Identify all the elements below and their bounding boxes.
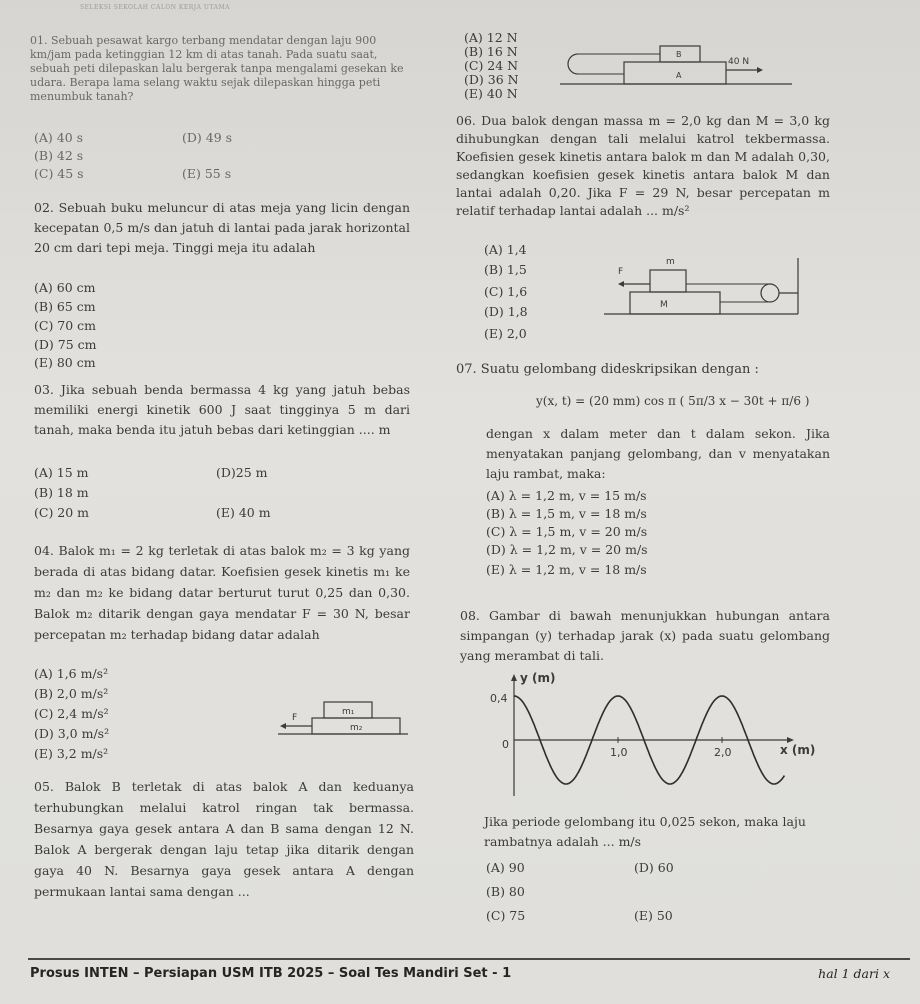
q4-option-a[interactable]: (A) 1,6 m/s² — [34, 666, 109, 681]
q2-option-c[interactable]: (C) 70 cm — [34, 318, 97, 333]
force-f-label: F — [618, 267, 624, 277]
force-f-arrowhead — [618, 281, 624, 287]
block-m1-label: m₁ — [342, 707, 355, 717]
q1-option-b[interactable]: (B) 42 s — [34, 148, 84, 163]
pulley-left — [568, 54, 578, 74]
force-label: F — [292, 713, 298, 723]
question-8-text2: Jika periode gelombang itu 0,025 sekon, maka laju rambatnya adalah ... m/s — [484, 814, 806, 849]
question-7 — [486, 424, 830, 484]
x-tick-label: 1,0 — [610, 746, 628, 759]
q2-option-a[interactable]: (A) 60 cm — [34, 280, 96, 295]
block-m — [650, 270, 686, 292]
q7-option-c[interactable]: (C) λ = 1,5 m, v = 20 m/s — [486, 524, 648, 539]
question-3 — [34, 380, 410, 440]
question-7-intro: 07. Suatu gelombang dideskripsikan dengan : — [456, 362, 759, 377]
q6-block-diagram — [600, 254, 810, 334]
question-6 — [456, 112, 830, 220]
question-3-text: 03. Jika sebuah benda bermassa 4 kg yang jatuh bebas memiliki energi kinetik 600 J saat tingginya 5 m dari tanah, maka benda itu jatuh bebas dari ketinggian .... m — [34, 382, 410, 437]
block-M-label: M — [660, 300, 668, 310]
block-b-label: B — [676, 50, 682, 59]
q7-option-a[interactable]: (A) λ = 1,2 m, v = 15 m/s — [486, 488, 647, 503]
question-2-text: 02. Sebuah buku meluncur di atas meja yang licin dengan kecepatan 0,5 m/s dan jatuh di lantai pada jarak horizontal 20 cm dari tepi meja. Tinggi meja itu adalah — [34, 200, 410, 255]
question-5-text: 05. Balok B terletak di atas balok A dan keduanya terhubungkan melalui katrol ringan tak bermassa. Besarnya gaya gesek antara A dan B sama dengan 12 N. Balok A bergerak dengan laju tetap jika ditarik dengan gaya 40 N. Besarnya gaya gesek antara A dengan permukaan lantai sama dengan ... — [34, 779, 414, 899]
q3-option-b[interactable]: (B) 18 m — [34, 485, 89, 500]
q1-option-d[interactable]: (D) 49 s — [182, 130, 233, 145]
q5-option-c[interactable]: (C) 24 N — [464, 58, 519, 73]
q1-option-a[interactable]: (A) 40 s — [34, 130, 84, 145]
block-M — [630, 292, 720, 314]
question-2 — [34, 198, 410, 258]
block-a — [624, 62, 726, 84]
q6-option-c[interactable]: (C) 1,6 — [484, 284, 528, 299]
q8-option-b[interactable]: (B) 80 — [486, 884, 525, 899]
page-number: hal 1 dari x — [818, 966, 890, 981]
q6-option-a[interactable]: (A) 1,4 — [484, 242, 527, 257]
q8-option-c[interactable]: (C) 75 — [486, 908, 526, 923]
q8-option-d[interactable]: (D) 60 — [634, 860, 674, 875]
question-7-equation: y(x, t) = (20 mm) cos π ( 5π/3 x − 30t + π/6 ) — [536, 394, 810, 408]
q7-option-b[interactable]: (B) λ = 1,5 m, v = 18 m/s — [486, 506, 647, 521]
question-4 — [34, 540, 410, 645]
q5-option-d[interactable]: (D) 36 N — [464, 72, 519, 87]
q6-option-e[interactable]: (E) 2,0 — [484, 326, 527, 341]
question-1-text: 01. Sebuah pesawat kargo terbang mendatar dengan laju 900 km/jam pada ketinggian 12 km di atas tanah. Pada suatu saat, sebuah peti dilepaskan lalu bergerak tanpa mengalami gesekan ke udara. Berapa lama selang waktu sejak dilepaskan hingga peti menumbuk tanah? — [30, 34, 404, 103]
header-faint-title: SELEKSI SEKOLAH CALON KERJA UTAMA — [80, 4, 230, 11]
force-arrowhead — [280, 723, 286, 729]
question-1 — [30, 34, 410, 104]
block-a-label: A — [676, 71, 682, 80]
footer-divider — [28, 958, 910, 960]
q7-option-e[interactable]: (E) λ = 1,2 m, v = 18 m/s — [486, 562, 647, 577]
q8-wave-graph — [490, 670, 830, 800]
footer-title: Prosus INTEN – Persiapan USM ITB 2025 – Soal Tes Mandiri Set - 1 — [30, 966, 512, 981]
x-axis-label: x (m) — [780, 743, 816, 757]
block-m-label: m — [666, 257, 675, 267]
q1-option-e[interactable]: (E) 55 s — [182, 166, 232, 181]
q8-option-a[interactable]: (A) 90 — [486, 860, 525, 875]
q2-option-d[interactable]: (D) 75 cm — [34, 337, 97, 352]
q4-option-d[interactable]: (D) 3,0 m/s² — [34, 726, 110, 741]
y-axis-label: y (m) — [520, 671, 556, 685]
question-7-text: dengan x dalam meter dan t dalam sekon. Jika menyatakan panjang gelombang, dan v menyatakan laju rambat, maka: — [486, 426, 830, 481]
q4-block-diagram — [272, 692, 412, 742]
question-4-text: 04. Balok m₁ = 2 kg terletak di atas balok m₂ = 3 kg yang berada di atas bidang datar. Koefisien gesek kinetis m₁ ke m₂ dan m₂ ke bidang datar berturut turut 0,25 dan 0,30. Balok m₂ ditarik dengan gaya mendatar F = 30 N, besar percepatan m₂ terhadap bidang datar adalah — [34, 543, 410, 642]
q1-option-c[interactable]: (C) 45 s — [34, 166, 84, 181]
q4-option-e[interactable]: (E) 3,2 m/s² — [34, 746, 109, 761]
q3-option-a[interactable]: (A) 15 m — [34, 465, 89, 480]
block-m2-label: m₂ — [350, 723, 363, 733]
q3-option-e[interactable]: (E) 40 m — [216, 505, 271, 520]
q2-option-b[interactable]: (B) 65 cm — [34, 299, 96, 314]
q4-option-b[interactable]: (B) 2,0 m/s² — [34, 686, 109, 701]
question-6-text: 06. Dua balok dengan massa m = 2,0 kg dan M = 3,0 kg dihubungkan dengan tali melalui katrol tekbermassa. Koefisien gesek kinetis antara balok m dan M adalah 0,30, sedangkan koefisien gesek kinetis antara balok M dan lantai adalah 0,20. Jika F = 29 N, besar percepatan m relatif terhadap lantai adalah ... m/s² — [456, 113, 830, 218]
q6-option-d[interactable]: (D) 1,8 — [484, 304, 528, 319]
q7-option-d[interactable]: (D) λ = 1,2 m, v = 20 m/s — [486, 542, 648, 557]
force-40n-label: 40 N — [728, 57, 750, 67]
q8-option-e[interactable]: (E) 50 — [634, 908, 673, 923]
q2-option-e[interactable]: (E) 80 cm — [34, 355, 96, 370]
question-5 — [34, 776, 414, 902]
q5-option-a[interactable]: (A) 12 N — [464, 30, 518, 45]
question-8-text: 08. Gambar di bawah menunjukkan hubungan antara simpangan (y) terhadap jarak (x) pada suatu gelombang yang merambat di tali. — [460, 608, 830, 663]
q5-option-e[interactable]: (E) 40 N — [464, 86, 518, 101]
y-axis-arrowhead — [511, 674, 517, 681]
pulley — [761, 284, 779, 302]
q4-option-c[interactable]: (C) 2,4 m/s² — [34, 706, 109, 721]
x-tick-label: 2,0 — [714, 746, 732, 759]
q3-option-d[interactable]: (D)25 m — [216, 465, 268, 480]
q5-block-diagram — [560, 42, 800, 92]
q5-option-b[interactable]: (B) 16 N — [464, 44, 518, 59]
y-tick-label: 0,4 — [490, 692, 508, 705]
origin-label: 0 — [502, 738, 509, 751]
question-8-part2 — [484, 812, 834, 852]
q6-option-b[interactable]: (B) 1,5 — [484, 262, 527, 277]
force-40n-arrowhead — [757, 67, 763, 73]
q3-option-c[interactable]: (C) 20 m — [34, 505, 90, 520]
question-8 — [460, 606, 830, 666]
